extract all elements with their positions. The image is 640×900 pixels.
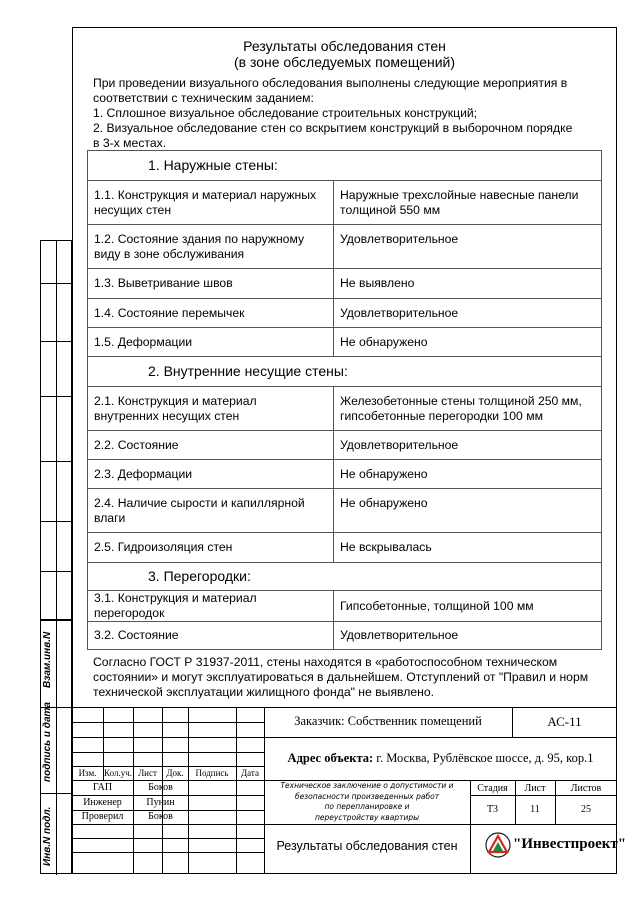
row-label-line: 2.4. Наличие сырости и капиллярной: [94, 495, 305, 510]
intro-line: соответствии с техническим заданием:: [93, 91, 314, 105]
sheet-title: Результаты обследования стен: [276, 839, 458, 853]
stage-label: Стадия: [477, 783, 508, 794]
doc-title-line: безопасности произведенных работ: [294, 791, 440, 801]
row-label-line: виду в зоне обслуживания: [94, 246, 245, 261]
doc-title-line: переустройству квартиры: [314, 812, 419, 822]
row-label-line: влаги: [94, 510, 126, 525]
table-row: [88, 591, 602, 622]
row-label: [88, 591, 334, 622]
table-row: [88, 460, 602, 489]
row-value: [334, 181, 602, 225]
row-label: 1.3. Выветривание швов: [88, 269, 334, 299]
company-logo-icon: [485, 832, 511, 858]
col-header: Подпись: [195, 768, 229, 778]
intro-line: в 3-х местах.: [93, 136, 167, 150]
row-value: [334, 225, 602, 269]
row-value: Не вскрывалась: [334, 533, 602, 563]
intro-line: 1. Сплошное визуальное обследование строительных конструкций;: [93, 106, 478, 120]
table-row: [88, 489, 602, 533]
section-row: [88, 357, 602, 387]
row-label-line: внутренних несущих стен: [94, 408, 240, 423]
table-row: [88, 299, 602, 328]
row-label: 1.5. Деформации: [88, 328, 334, 357]
staff-role: ГАП: [92, 782, 113, 793]
section-heading: 1. Наружные стены:: [88, 151, 602, 181]
intro-text: [93, 76, 613, 151]
row-label: [88, 225, 334, 269]
doc-title: [264, 781, 470, 823]
row-value: Удовлетворительное: [334, 622, 602, 650]
row-label-line: 1.1. Конструкция и материал наружных: [94, 187, 317, 202]
row-value: [334, 489, 602, 533]
section-heading: 2. Внутренние несущие стены:: [88, 357, 602, 387]
row-label-line: перегородок: [94, 606, 165, 620]
table-row: [88, 533, 602, 563]
address: [264, 751, 617, 766]
stage-value: Т3: [486, 804, 499, 815]
inv-podl-label: Инв.N подл.: [42, 806, 53, 866]
table-row: [88, 387, 602, 431]
row-value-line: толщиной 550 мм: [340, 202, 441, 217]
col-header: Дата: [241, 768, 259, 778]
page-title: Результаты обследования стен: [243, 38, 446, 54]
address-value: г. Москва, Рублёвское шоссе, д. 95, кор.1: [373, 751, 594, 765]
row-label: 2.5. Гидроизоляция стен: [88, 533, 334, 563]
row-value: Не обнаружено: [334, 460, 602, 489]
table-row: [88, 622, 602, 650]
row-value-line: Наружные трехслойные навесные панели: [340, 187, 579, 202]
row-value: [334, 387, 602, 431]
intro-line: 2. Визуальное обследование стен со вскрытием конструкций в выборочном порядке: [93, 121, 573, 135]
row-value-line: гипсобетонные перегородки 100 мм: [340, 408, 543, 423]
sign-date-label: подпись и дата: [42, 702, 53, 782]
row-label: [88, 181, 334, 225]
col-header: Лист: [138, 768, 157, 778]
row-value: Гипсобетонные, толщиной 100 мм: [334, 591, 602, 622]
inv-zam-label: Взам.инв.N: [42, 631, 53, 688]
page-subtitle: (в зоне обследуемых помещений): [233, 54, 456, 70]
staff-role: Проверил: [81, 811, 124, 822]
row-label-line: 3.1. Конструкция и материал: [94, 591, 257, 605]
doc-title-line: по перепланировке и: [324, 802, 410, 811]
table-row: [88, 431, 602, 460]
sheet-value: 11: [530, 804, 540, 815]
row-value-line: Удовлетворительное: [340, 231, 459, 246]
table-row: [88, 181, 602, 225]
conclusion-line: состоянии» и могут эксплуатироваться в дальнейшем. Отступлений от "Правил и норм: [93, 670, 589, 684]
side-grid: [40, 240, 72, 620]
row-label-line: несущих стен: [94, 202, 172, 217]
row-value: Удовлетворительное: [334, 431, 602, 460]
row-label-line: 2.1. Конструкция и материал: [94, 393, 257, 408]
col-header: Док.: [166, 768, 184, 778]
table-row: [88, 269, 602, 299]
staff-name: Боков: [148, 811, 173, 822]
table-row: [88, 225, 602, 269]
staff-name: Пунин: [146, 797, 175, 808]
company-name: "Инвестпроект": [513, 836, 627, 852]
staff-name: Боков: [148, 782, 173, 793]
row-label-line: 1.2. Состояние здания по наружному: [94, 231, 305, 246]
row-label: [88, 489, 334, 533]
col-header: Кол.уч.: [104, 768, 132, 778]
row-value-line: Железобетонные стены толщиной 250 мм,: [340, 393, 582, 408]
survey-table: [87, 150, 602, 650]
col-header: Изм.: [78, 768, 97, 778]
intro-line: При проведении визуального обследования выполнены следующие мероприятия в: [93, 76, 568, 90]
sheets-value: 25: [581, 804, 591, 815]
section-heading: 3. Перегородки:: [88, 563, 602, 591]
customer-label: Заказчик: Собственник помещений: [294, 714, 482, 728]
row-label: [88, 387, 334, 431]
section-row: [88, 563, 602, 591]
doc-title-line: Техническое заключение о допустимости и: [280, 781, 454, 790]
table-row: [88, 328, 602, 357]
conclusion-line: Согласно ГОСТ Р 31937-2011, стены находятся в «работоспособном техническом: [93, 655, 558, 669]
sheets-label: Листов: [570, 783, 602, 794]
row-label: 2.3. Деформации: [88, 460, 334, 489]
row-label: 1.4. Состояние перемычек: [88, 299, 334, 328]
row-value: Не выявлено: [334, 269, 602, 299]
address-label: Адрес объекта:: [287, 751, 374, 765]
row-value: Удовлетворительное: [334, 299, 602, 328]
staff-role: Инженер: [83, 797, 122, 808]
row-value-line: Не обнаружено: [340, 495, 428, 510]
row-value: Не обнаружено: [334, 328, 602, 357]
section-row: [88, 151, 602, 181]
conclusion-text: [93, 655, 613, 700]
sheet-label: Лист: [524, 783, 546, 794]
conclusion-line: технической эксплуатации жилищного фонда" не выявлено.: [93, 685, 435, 699]
sheet-code: АС-11: [547, 714, 582, 729]
row-label: 2.2. Состояние: [88, 431, 334, 460]
row-label: 3.2. Состояние: [88, 622, 334, 650]
